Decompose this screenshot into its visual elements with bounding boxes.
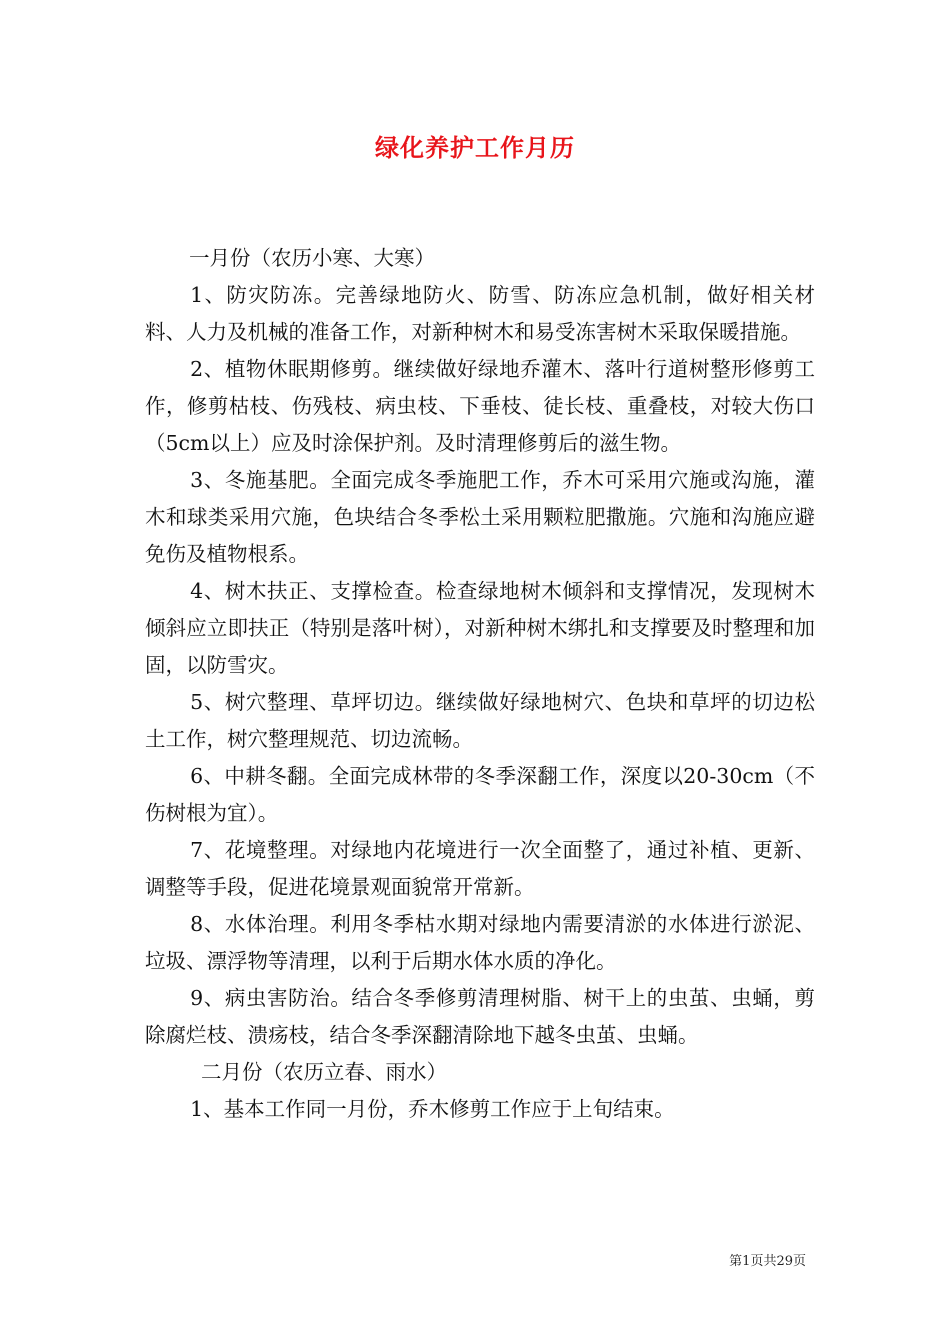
section-heading-january: 一月份（农历小寒、大寒） [189, 246, 435, 270]
january-item-4: 4、树木扶正、支撑检查。检查绿地树木倾斜和支撑情况，发现树木倾斜应立即扶正（特别是落叶树），对新种树木绑扎和支撑要及时整理和加固，以防雪灾。 [145, 579, 815, 677]
january-item-2: 2、植物休眠期修剪。继续做好绿地乔灌木、落叶行道树整形修剪工作，修剪枯枝、伤残枝、病虫枝、下垂枝、徒长枝、重叠枝，对较大伤口（5cm以上）应及时涂保护剂。及时清理修剪后的滋生物。 [145, 357, 815, 455]
january-item-1: 1、防灾防冻。完善绿地防火、防雪、防冻应急机制，做好相关材料、人力及机械的准备工作，对新种树木和易受冻害树木采取保暖措施。 [145, 283, 815, 344]
section-heading-february: 二月份（农历立春、雨水） [201, 1060, 447, 1084]
january-item-3: 3、冬施基肥。全面完成冬季施肥工作，乔木可采用穴施或沟施，灌木和球类采用穴施，色块结合冬季松土采用颗粒肥撒施。穴施和沟施应避免伤及植物根系。 [145, 468, 815, 566]
page-number-footer: 第1页共29页 [729, 1254, 806, 1269]
january-item-7: 7、花境整理。对绿地内花境进行一次全面整了，通过补植、更新、调整等手段，促进花境景观面貌常开常新。 [145, 838, 815, 899]
january-item-8: 8、水体治理。利用冬季枯水期对绿地内需要清淤的水体进行淤泥、垃圾、漂浮物等清理，以利于后期水体水质的净化。 [145, 912, 815, 973]
document-body [145, 240, 815, 1128]
february-item-1: 1、基本工作同一月份，乔木修剪工作应于上旬结束。 [190, 1097, 675, 1121]
january-item-9: 9、病虫害防治。结合冬季修剪清理树脂、树干上的虫茧、虫蛹，剪除腐烂枝、溃疡枝，结合冬季深翻清除地下越冬虫茧、虫蛹。 [145, 986, 815, 1047]
january-item-6: 6、中耕冬翻。全面完成林带的冬季深翻工作，深度以20-30cm（不伤树根为宜）。 [145, 764, 815, 825]
document-title: 绿化养护工作月历 [375, 134, 575, 162]
january-item-5: 5、树穴整理、草坪切边。继续做好绿地树穴、色块和草坪的切边松土工作，树穴整理规范、切边流畅。 [145, 690, 815, 751]
